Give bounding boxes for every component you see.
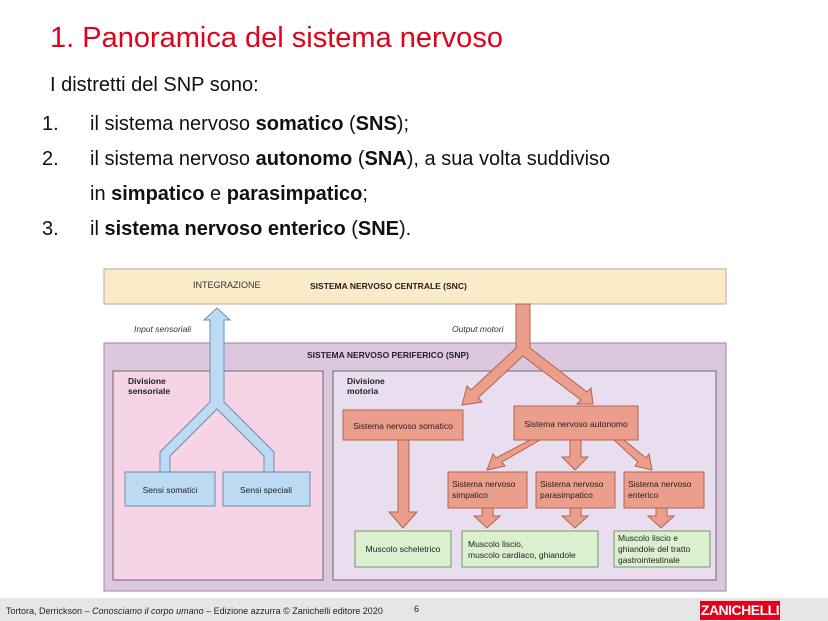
sn-simpatico-label: Sistema nervoso [452, 479, 516, 489]
list-bold: simpatico [111, 183, 205, 205]
list-bold: parasimpatico [226, 183, 363, 205]
list-bold: SNS [355, 113, 397, 135]
list-bold: autonomo [255, 148, 353, 170]
muscolo-scheletrico-label: Muscolo scheletrico [365, 544, 441, 554]
sn-simpatico-label: simpatico [452, 490, 488, 500]
list-number: 3. [42, 218, 59, 240]
footer-credit [6, 606, 383, 616]
list-number: 1. [42, 113, 59, 135]
list-bold: SNE [357, 218, 400, 240]
sensory-division-label: sensoriale [128, 386, 171, 396]
sensi-somatici-label: Sensi somatici [142, 485, 198, 495]
sn-somatico-label: Sistema nervoso somatico [353, 421, 453, 431]
footer-credit-text: – Edizione azzurra © Zanichelli editore 2020 [203, 606, 383, 616]
list-text: e [204, 183, 227, 205]
list-text: ( [352, 148, 365, 170]
list-text: in [90, 183, 112, 205]
sn-autonomo-label: Sistema nervoso autonomo [524, 419, 628, 429]
list-text: il sistema nervoso [90, 113, 256, 135]
list-text: il [90, 218, 105, 240]
intro-text: I distretti del SNP sono: [50, 74, 259, 96]
zanichelli-logo: ZANICHELLI [700, 602, 780, 618]
list-text: ( [343, 113, 356, 135]
footer-credit-book: Conosciamo il corpo umano [92, 606, 204, 616]
sn-enterico-label: enterico [628, 490, 659, 500]
list-bold: somatico [255, 113, 344, 135]
muscolo-liscio-label: Muscolo liscio, [468, 539, 524, 549]
snp-label: SISTEMA NERVOSO PERIFERICO (SNP) [307, 350, 469, 360]
output-label: Output motori [452, 324, 504, 334]
slide-title: 1. Panoramica del sistema nervoso [50, 22, 503, 54]
muscolo-liscio-box [462, 531, 598, 567]
muscolo-gi-label: Muscolo liscio e [618, 533, 678, 543]
sensory-division-label: Divisione [128, 376, 166, 386]
list-number: 2. [42, 148, 59, 170]
list-text: ( [345, 218, 358, 240]
footer-credit-text: Tortora, Derrickson – [6, 606, 93, 616]
sn-enterico-label: Sistema nervoso [628, 479, 692, 489]
page-number: 6 [414, 604, 420, 614]
motor-division-label: motoria [347, 386, 379, 396]
sensi-speciali-label: Sensi speciali [240, 485, 292, 495]
muscolo-liscio-label: muscolo cardiaco, ghiandole [468, 550, 576, 560]
input-label: Input sensoriali [134, 324, 192, 334]
list-text: ), a sua volta suddiviso [406, 148, 611, 170]
list-bold: sistema nervoso enterico [104, 218, 346, 240]
sn-parasimpatico-label: Sistema nervoso [540, 479, 604, 489]
list-text: ); [396, 113, 409, 135]
muscolo-gi-label: ghiandole del tratto [618, 544, 691, 554]
list-text: ; [362, 183, 368, 205]
integration-label: INTEGRAZIONE [193, 280, 261, 290]
muscolo-gi-label: gastrointestinale [618, 555, 680, 565]
motor-division-label: Divisione [347, 376, 385, 386]
sn-parasimpatico-label: parasimpatico [540, 490, 593, 500]
list-bold: SNA [364, 148, 407, 170]
list-text: ). [399, 218, 412, 240]
snc-label: SISTEMA NERVOSO CENTRALE (SNC) [310, 281, 467, 291]
list-text: il sistema nervoso [90, 148, 256, 170]
